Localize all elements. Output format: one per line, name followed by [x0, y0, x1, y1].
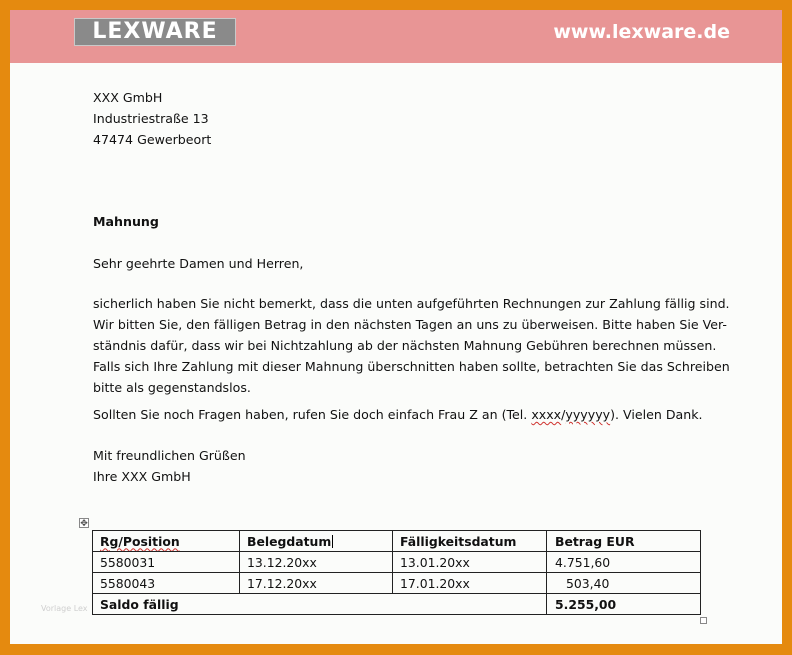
table-cell[interactable]: 4.751,60: [547, 552, 701, 573]
total-value-cell[interactable]: 5.255,00: [547, 594, 701, 615]
header-cell[interactable]: [93, 531, 240, 552]
header-cell[interactable]: [240, 531, 393, 552]
lexware-logo: [74, 18, 236, 46]
header-banner: [10, 10, 782, 63]
header-belegdatum-label: Belegdatum: [247, 533, 332, 549]
table-cell[interactable]: 17.01.20xx: [393, 573, 547, 594]
table-header-row: [93, 531, 701, 552]
header-betrag-label: Betrag EUR: [555, 533, 635, 549]
letter-closing: Mit freundlichen Grüßen: [93, 448, 246, 463]
table-move-handle-icon[interactable]: ✥: [80, 519, 88, 529]
question-prefix: Sollten Sie noch Fragen haben, rufen Sie doch einfach Frau Z an (Tel.: [93, 407, 532, 422]
letter-subject: Mahnung: [93, 214, 159, 229]
header-cell[interactable]: [393, 531, 547, 552]
body-line: sicherlich haben Sie nicht bemerkt, dass die unten aufgeführten Rechnungen zur Zahlung fällig sind.: [93, 296, 730, 311]
table-cell[interactable]: 5580031: [93, 552, 240, 573]
body-line: Falls sich Ihre Zahlung mit dieser Mahnung überschnitten haben sollte, betrachten Sie das Schreiben: [93, 359, 730, 374]
question-line: [93, 404, 703, 425]
header-position-label: Rg/Position: [100, 533, 180, 549]
table-row: [93, 573, 701, 594]
table-cell[interactable]: 13.12.20xx: [240, 552, 393, 573]
logo-lex: LEX: [92, 19, 142, 44]
header-faelligkeit-label: Fälligkeitsdatum: [400, 533, 517, 549]
body-line: bitte als gegenstandslos.: [93, 380, 251, 395]
website-url: www.lexware.de: [553, 21, 730, 43]
phone-part-b: yyyyyy: [565, 407, 611, 422]
phone-part-a: xxxx: [531, 407, 562, 422]
recipient-company: XXX GmbH: [93, 90, 163, 105]
text-cursor: [332, 535, 333, 548]
total-label-cell[interactable]: Saldo fällig: [93, 594, 547, 615]
table-resize-handle[interactable]: [700, 617, 707, 624]
table-cell[interactable]: 17.12.20xx: [240, 573, 393, 594]
invoice-table: [92, 530, 701, 615]
document-page: [10, 10, 782, 644]
table-cell[interactable]: 13.01.20xx: [393, 552, 547, 573]
logo-ware: WARE: [141, 19, 218, 44]
recipient-street: Industriestraße 13: [93, 111, 209, 126]
table-cell[interactable]: 5580043: [93, 573, 240, 594]
recipient-city: 47474 Gewerbeort: [93, 132, 212, 147]
body-line: ständnis dafür, dass wir bei Nichtzahlung ab der nächsten Mahnung Gebühren berechnen müssen.: [93, 338, 717, 353]
body-line: Wir bitten Sie, den fälligen Betrag in den nächsten Tagen an uns zu überweisen. Bitte haben Sie Ver-: [93, 317, 727, 332]
letter-salutation: Sehr geehrte Damen und Herren,: [93, 256, 304, 271]
table-total-row: [93, 594, 701, 615]
letter-signature: Ihre XXX GmbH: [93, 469, 191, 484]
phone-separator: /: [561, 407, 566, 422]
watermark-text: Vorlage Lex: [41, 604, 88, 613]
table-cell[interactable]: 503,40: [547, 573, 701, 594]
question-suffix: ). Vielen Dank.: [610, 407, 703, 422]
header-cell[interactable]: [547, 531, 701, 552]
table-row: [93, 552, 701, 573]
